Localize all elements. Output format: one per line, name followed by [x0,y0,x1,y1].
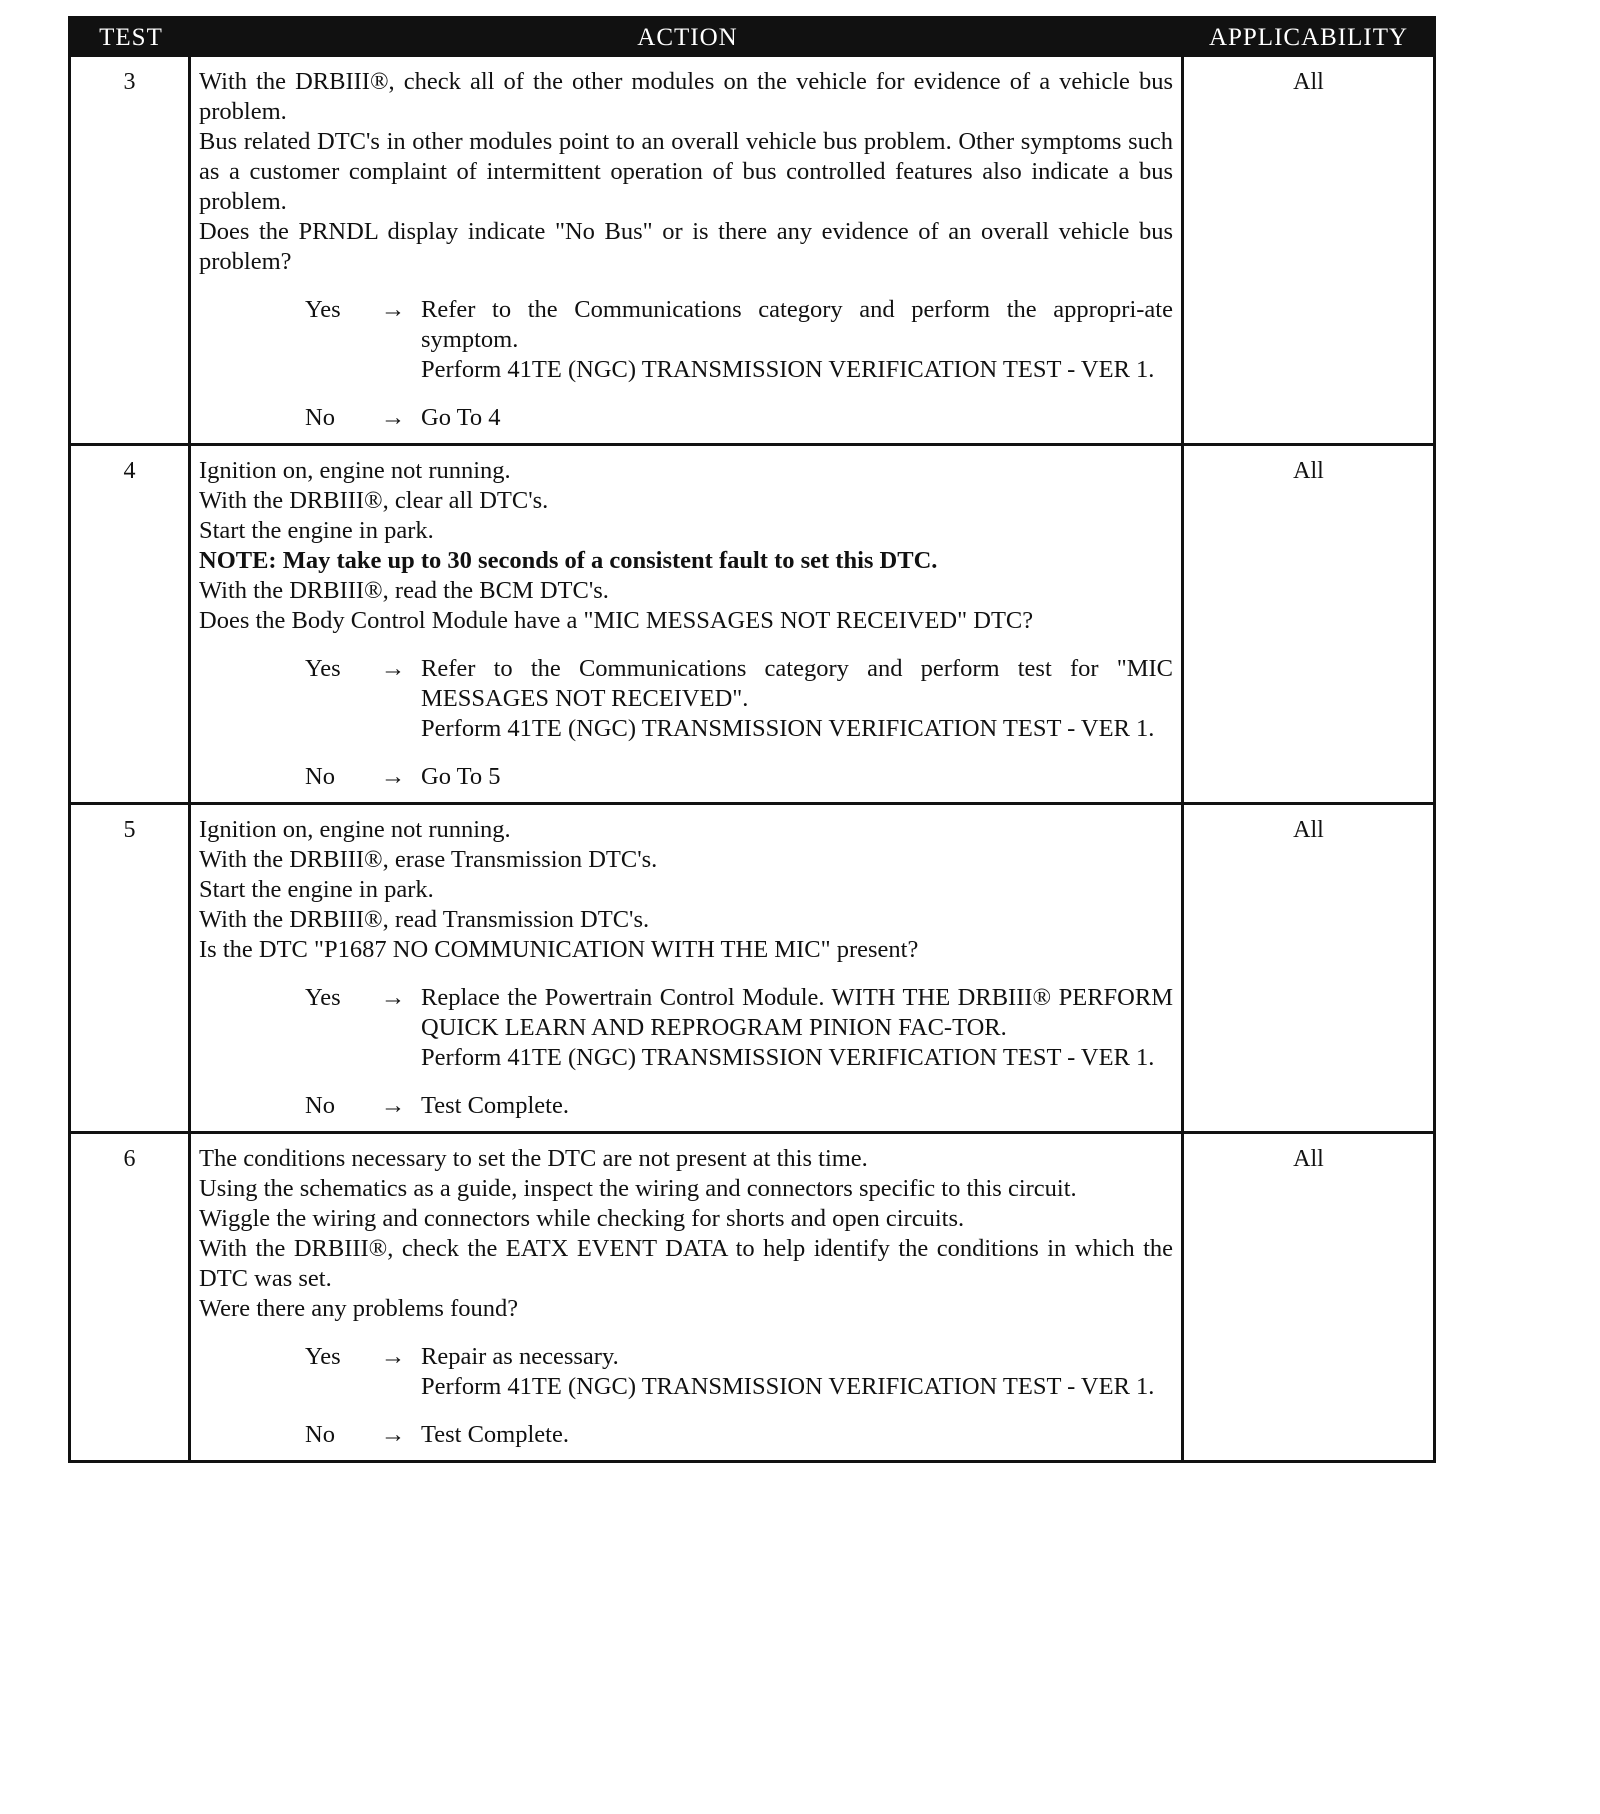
no-line: Go To 5 [421,763,501,790]
action-line: Using the schematics as a guide, inspect the wiring and connectors specific to this circuit. [199,1175,1077,1202]
no-answer [199,403,1173,433]
yes-label: Yes [305,655,341,682]
action-line: Were there any problems found? [199,1295,519,1322]
action-line: With the DRBIII®, read the BCM DTC's. [199,577,609,604]
yes-label: Yes [305,296,341,323]
arrow-icon: → [380,655,406,682]
answer-block [199,1342,1173,1450]
yes-line: Perform 41TE (NGC) TRANSMISSION VERIFICATION TEST - VER 1. [421,1044,1155,1071]
no-line: Test Complete. [421,1421,569,1448]
no-label: No [305,763,335,790]
yes-body [421,654,1173,744]
action-line: With the DRBIII®, erase Transmission DTC's. [199,846,658,873]
yes-answer [199,654,1173,744]
yes-line: Perform 41TE (NGC) TRANSMISSION VERIFICATION TEST - VER 1. [421,356,1155,383]
action-line: Does the Body Control Module have a "MIC MESSAGES NOT RECEIVED" DTC? [199,607,1034,634]
arrow-icon: → [380,296,406,323]
no-line: Test Complete. [421,1092,569,1119]
action-line: With the DRBIII®, clear all DTC's. [199,487,549,514]
applicability-value: All [1293,1146,1324,1172]
arrow-icon: → [380,1343,406,1370]
action-line: Ignition on, engine not running. [199,816,511,843]
action-line: Wiggle the wiring and connectors while checking for shorts and open circuits. [199,1205,965,1232]
table-row [71,1131,1433,1460]
no-answer [199,1091,1173,1121]
table-row [71,443,1433,802]
action-cell [191,446,1184,802]
action-note: NOTE: May take up to 30 seconds of a consistent fault to set this DTC. [199,547,938,574]
yes-answer [199,295,1173,385]
yes-line: Refer to the Communications category and perform test for "MIC MESSAGES NOT RECEIVED". [421,655,1173,712]
yes-label: Yes [305,984,341,1011]
answer-block [199,654,1173,792]
no-label: No [305,404,335,431]
yes-line: Repair as necessary. [421,1343,619,1370]
table-row [71,802,1433,1131]
action-cell [191,57,1184,443]
yes-line: Perform 41TE (NGC) TRANSMISSION VERIFICATION TEST - VER 1. [421,1373,1155,1400]
header-applicability: APPLICABILITY [1208,24,1409,51]
answer-block [199,983,1173,1121]
action-line: Start the engine in park. [199,517,434,544]
no-body [421,403,1173,433]
action-line: Does the PRNDL display indicate "No Bus" or is there any evidence of an overall vehicle bus problem? [199,218,1173,275]
table-header [71,19,1433,57]
yes-label: Yes [305,1343,341,1370]
action-line: Is the DTC "P1687 NO COMMUNICATION WITH THE MIC" present? [199,936,919,963]
action-line: With the DRBIII®, check all of the other modules on the vehicle for evidence of a vehicle bus problem. [199,68,1173,125]
yes-body [421,295,1173,385]
arrow-icon: → [380,404,406,431]
yes-body [421,1342,1173,1402]
applicability-value: All [1293,458,1324,484]
arrow-icon: → [380,1421,406,1448]
yes-line: Replace the Powertrain Control Module. WITH THE DRBIII® PERFORM QUICK LEARN AND REPROGRAM PINION FAC-TOR. [421,984,1173,1041]
no-label: No [305,1421,335,1448]
no-body [421,1420,1173,1450]
diagnostic-test-table [68,16,1436,1463]
yes-body [421,983,1173,1073]
test-number: 3 [71,57,191,443]
no-line: Go To 4 [421,404,501,431]
applicability-value: All [1293,69,1324,95]
no-body [421,1091,1173,1121]
test-number: 5 [71,805,191,1131]
action-line: With the DRBIII®, read Transmission DTC's. [199,906,650,933]
test-number: 4 [71,446,191,802]
table-row [71,57,1433,443]
test-number: 6 [71,1134,191,1460]
action-line: The conditions necessary to set the DTC are not present at this time. [199,1145,868,1172]
yes-line: Refer to the Communications category and perform the appropri-ate symptom. [421,296,1173,353]
applicability-value: All [1293,817,1324,843]
table-body [71,57,1433,1460]
action-line: With the DRBIII®, check the EATX EVENT DATA to help identify the conditions in which the DTC was set. [199,1235,1173,1292]
header-test: TEST [99,24,163,51]
action-line: Start the engine in park. [199,876,434,903]
arrow-icon: → [380,984,406,1011]
header-action: ACTION [637,24,738,51]
no-answer [199,762,1173,792]
action-line: Bus related DTC's in other modules point to an overall vehicle bus problem. Other symptoms such as a customer complaint of intermittent operation of bus controlled features also indicate a bus problem. [199,128,1173,215]
arrow-icon: → [380,1092,406,1119]
no-label: No [305,1092,335,1119]
yes-answer [199,983,1173,1073]
no-answer [199,1420,1173,1450]
yes-line: Perform 41TE (NGC) TRANSMISSION VERIFICATION TEST - VER 1. [421,715,1155,742]
action-cell [191,1134,1184,1460]
action-line: Ignition on, engine not running. [199,457,511,484]
arrow-icon: → [380,763,406,790]
no-body [421,762,1173,792]
yes-answer [199,1342,1173,1402]
action-cell [191,805,1184,1131]
answer-block [199,295,1173,433]
